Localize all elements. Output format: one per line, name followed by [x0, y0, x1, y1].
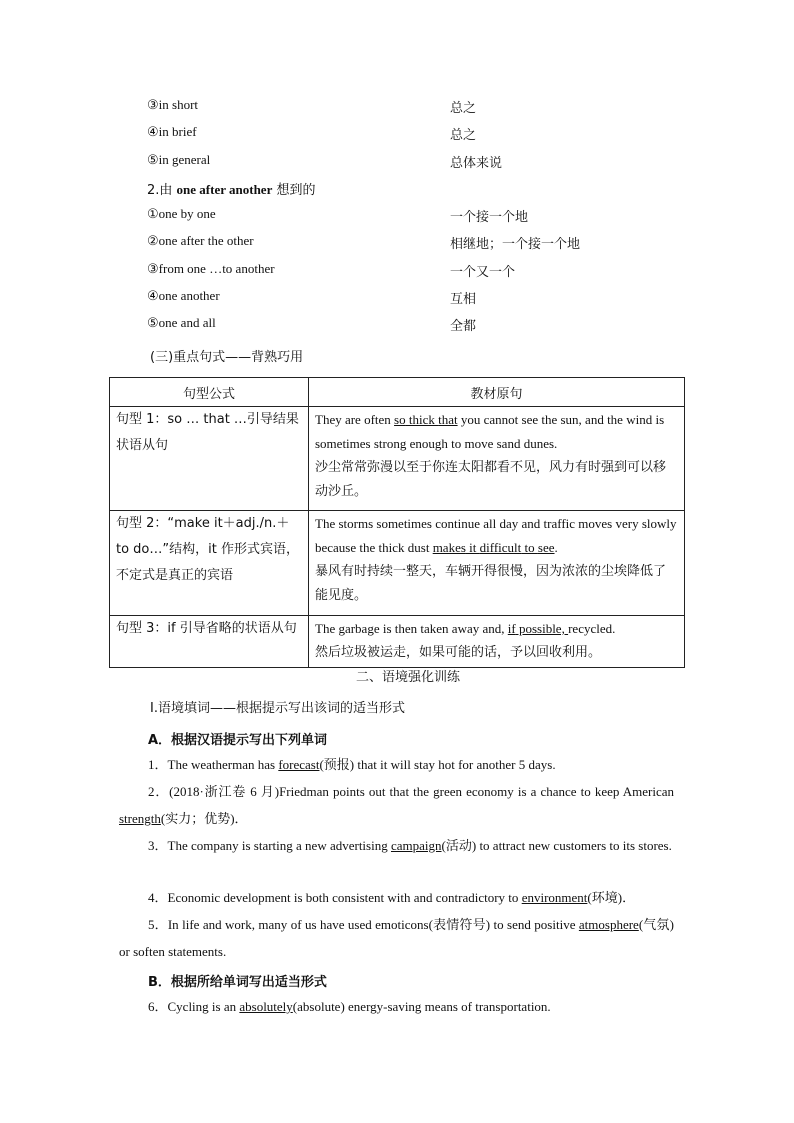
phrase-en: ③from one …to another	[147, 261, 275, 276]
pattern-cell: 句型 3：if 引导省略的状语从句	[110, 616, 309, 668]
original-cn: 然后垃圾被运走，如果可能的话，予以回收利用。	[315, 645, 602, 660]
phrase-cn: 总体来说	[450, 156, 503, 171]
table-header-original: 教材原句	[309, 378, 685, 407]
original-en: They are often so thick that you cannot see the sun, and the wind is sometimes strong enough to move sand dunes.	[315, 412, 665, 451]
original-cn: 沙尘常常弥漫以至于你连太阳都看不见，风力有时强到可以移动沙丘。	[315, 460, 667, 499]
phrase-cn: 相继地；一个接一个地	[450, 237, 581, 252]
answer: campaign	[390, 838, 442, 853]
phrase-en: ④in brief	[147, 124, 197, 139]
phrase-en: ④one another	[147, 288, 220, 303]
exercise-item: 5．In life and work, many of us have used emoticons(表情符号) to send positive atmosphere(气氛) or soften statements.	[119, 917, 674, 959]
answer: environment	[521, 890, 588, 905]
pattern-cell: 句型 1：so … that …引导结果状语从句	[110, 407, 309, 511]
heading-bold: one after another	[176, 182, 273, 197]
phrase-cn: 总之	[450, 128, 477, 143]
section-a-title: A．根据汉语提示写出下列单词	[148, 733, 328, 748]
phrase-cn: 总之	[450, 101, 477, 116]
original-en: The storms sometimes continue all day and traffic moves very slowly because the thick dust makes it difficult to see.	[315, 516, 677, 555]
heading-prefix: 2.由	[147, 183, 177, 198]
answer: strength	[119, 811, 161, 826]
phrase-en: ⑤one and all	[147, 315, 216, 330]
original-cn: 暴风有时持续一整天，车辆开得很慢，因为浓浓的尘埃降低了能见度。	[315, 564, 667, 603]
phrase-cn: 一个接一个地	[450, 210, 529, 225]
phrase-cn: 全都	[450, 319, 477, 334]
phrase-en: ⑤in general	[147, 152, 211, 167]
exercise-item: 1．The weatherman has forecast(预报) that it will stay hot for another 5 days.	[148, 757, 556, 772]
answer: forecast	[278, 757, 320, 772]
original-cell	[309, 616, 685, 668]
original-cell	[309, 407, 685, 511]
heading-one-after-another	[147, 179, 315, 198]
exercise-item: 4．Economic development is both consistent with and contradictory to environment(环境)．	[148, 890, 636, 905]
answer: atmosphere	[578, 917, 639, 932]
answer: absolutely	[239, 999, 293, 1014]
phrase-en: ②one after the other	[147, 233, 254, 248]
original-en: The garbage is then taken away and, if possible, recycled.	[315, 621, 616, 636]
heading-suffix: 想到的	[272, 183, 316, 198]
original-cell	[309, 511, 685, 616]
exercise-item: 6．Cycling is an absolutely(absolute) energy-saving means of transportation.	[148, 999, 551, 1014]
exercise-item: 2．(2018·浙江卷 6 月)Friedman points out that the green economy is a chance to keep American strength(实力；优势)．	[119, 784, 674, 826]
phrase-cn: 一个又一个	[450, 265, 516, 280]
part-title: 二、语境强化训练	[356, 670, 461, 685]
sentence-pattern-table	[109, 377, 685, 668]
section-title: (三)重点句式——背熟巧用	[150, 350, 304, 365]
phrase-cn: 互相	[450, 292, 477, 307]
phrase-en: ①one by one	[147, 206, 216, 221]
phrase-en: ③in short	[147, 97, 199, 112]
pattern-cell: 句型 2：“make it＋adj./n.＋to do…”结构，it 作形式宾语，不定式是真正的宾语	[110, 511, 309, 616]
exercise-item: 3．The company is starting a new advertising campaign(活动) to attract new customers to its stores.	[148, 838, 672, 853]
table-header-pattern: 句型公式	[110, 378, 309, 407]
section-b-title: B．根据所给单词写出适当形式	[148, 975, 327, 990]
part-subtitle: Ⅰ.语境填词——根据提示写出该词的适当形式	[150, 701, 405, 716]
